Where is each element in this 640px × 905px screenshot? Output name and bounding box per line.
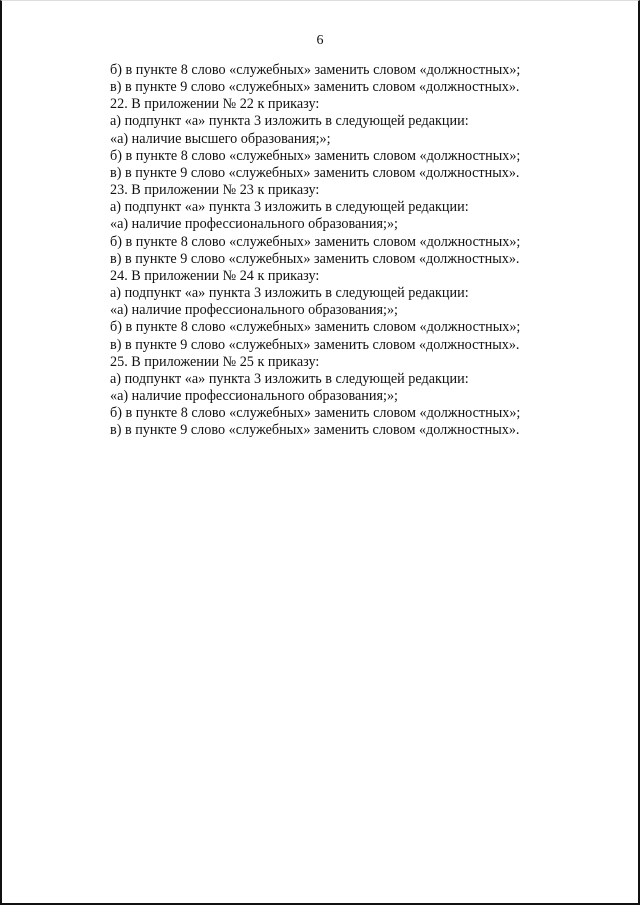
text-line: б) в пункте 8 слово «служебных» заменить словом «должностных»;: [110, 62, 521, 78]
text-line: «а) наличие профессионального образования;»;: [110, 216, 398, 233]
text-line: «а) наличие профессионального образования;»;: [110, 387, 398, 404]
text-line: «а) наличие профессионального образования;»;: [110, 302, 398, 319]
text-line: б) в пункте 8 слово «служебных» заменить словом «должностных»;: [110, 233, 521, 250]
text-line: 23. В приложении № 23 к приказу:: [110, 182, 320, 199]
text-line: а) подпункт «а» пункта 3 изложить в следующей редакции:: [110, 370, 469, 387]
text-line: а) подпункт «а» пункта 3 изложить в следующей редакции:: [110, 199, 469, 216]
text-line: а) подпункт «а» пункта 3 изложить в следующей редакции:: [110, 285, 469, 302]
text-line: в) в пункте 9 слово «служебных» заменить словом «должностных».: [110, 336, 520, 353]
text-line: в) в пункте 9 слово «служебных» заменить словом «должностных».: [110, 164, 520, 181]
text-line: «а) наличие высшего образования;»;: [110, 130, 331, 147]
text-line: в) в пункте 9 слово «служебных» заменить словом «должностных».: [110, 422, 520, 439]
text-line: б) в пункте 8 слово «служебных» заменить словом «должностных»;: [110, 405, 521, 422]
text-line: 22. В приложении № 22 к приказу:: [110, 96, 320, 113]
text-line: б) в пункте 8 слово «служебных» заменить словом «должностных»;: [110, 147, 521, 164]
text-line: в) в пункте 9 слово «служебных» заменить словом «должностных».: [110, 250, 520, 267]
text-line: а) подпункт «а» пункта 3 изложить в следующей редакции:: [110, 113, 469, 130]
text-line: 24. В приложении № 24 к приказу:: [110, 267, 320, 284]
text-line: б) в пункте 8 слово «служебных» заменить словом «должностных»;: [110, 319, 521, 336]
text-line: в) в пункте 9 слово «служебных» заменить словом «должностных».: [110, 79, 520, 96]
page-number: 6: [316, 33, 324, 48]
document-body: [110, 62, 580, 439]
text-line: 25. В приложении № 25 к приказу:: [110, 353, 320, 370]
